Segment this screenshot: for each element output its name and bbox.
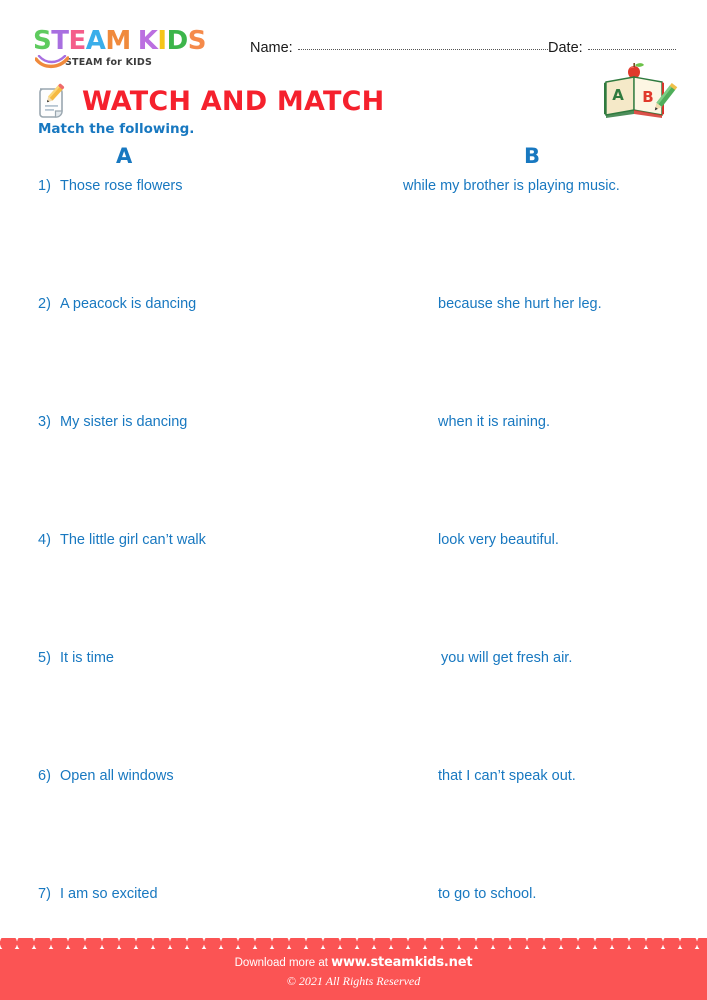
match-row xyxy=(0,176,707,294)
match-item-right[interactable] xyxy=(438,412,550,432)
svg-text:A: A xyxy=(612,86,624,104)
match-item-left[interactable] xyxy=(38,412,187,432)
match-item-left[interactable] xyxy=(38,648,114,668)
match-item-left-text: I am so excited xyxy=(60,886,158,902)
notepad-pencil-icon xyxy=(30,80,72,122)
logo-swoosh-icon xyxy=(35,55,69,71)
match-item-number: 6) xyxy=(38,768,51,784)
date-input-line[interactable] xyxy=(588,49,676,50)
page-footer xyxy=(0,938,707,1000)
name-label: Name: xyxy=(250,40,293,56)
logo-letter-a-3: A xyxy=(85,26,106,56)
match-item-right-text: while my brother is playing music. xyxy=(403,178,620,194)
logo-letter-e-2: E xyxy=(68,26,86,56)
logo-letter-i-6: I xyxy=(157,26,167,56)
footer-copyright: © 2021 All Rights Reserved xyxy=(286,974,421,988)
match-item-left-text: Those rose flowers xyxy=(60,178,183,194)
match-item-left[interactable] xyxy=(38,530,206,550)
match-item-right-text: you will get fresh air. xyxy=(441,650,573,666)
match-item-right[interactable] xyxy=(438,530,559,550)
logo-letter-d-7: D xyxy=(166,26,188,56)
footer-body xyxy=(0,949,707,1000)
match-item-number: 4) xyxy=(38,532,51,548)
match-row xyxy=(0,530,707,648)
match-item-right-text: because she hurt her leg. xyxy=(438,296,602,312)
match-row xyxy=(0,294,707,412)
match-item-number: 2) xyxy=(38,296,51,312)
date-field[interactable] xyxy=(548,40,676,56)
logo-tagline: STEAM for KIDS xyxy=(65,57,153,68)
logo-letter-s-8: S xyxy=(187,26,206,56)
match-item-right[interactable] xyxy=(441,648,572,668)
match-item-left[interactable] xyxy=(38,176,183,196)
steam-kids-logo xyxy=(33,28,233,68)
match-item-left-text: It is time xyxy=(60,650,114,666)
column-headers xyxy=(0,144,707,170)
footer-download-text: Download more at xyxy=(234,957,328,969)
svg-text:B: B xyxy=(642,88,654,106)
logo-letter-t-1: T xyxy=(51,26,69,56)
title-row xyxy=(30,80,384,122)
match-item-number: 3) xyxy=(38,414,51,430)
match-rows xyxy=(0,176,707,924)
match-row xyxy=(0,884,707,924)
match-row xyxy=(0,648,707,766)
column-header-a: A xyxy=(116,144,133,168)
match-item-left-text: A peacock is dancing xyxy=(60,296,197,312)
logo-letter-gap xyxy=(131,28,138,54)
page-title: WATCH AND MATCH xyxy=(82,85,385,117)
match-item-number: 1) xyxy=(38,178,51,194)
match-item-right-text: when it is raining. xyxy=(438,414,551,430)
column-header-b: B xyxy=(524,144,541,168)
match-item-right-text: that I can’t speak out. xyxy=(438,768,576,784)
match-item-right[interactable] xyxy=(403,176,620,196)
instruction-text: Match the following. xyxy=(38,121,195,137)
match-item-left[interactable] xyxy=(38,884,158,904)
ab-book-apple-pencil-icon xyxy=(600,62,678,118)
match-item-right[interactable] xyxy=(438,766,576,786)
date-label: Date: xyxy=(548,40,583,56)
logo-letter-s-0: S xyxy=(33,26,52,56)
match-row xyxy=(0,766,707,884)
match-item-left[interactable] xyxy=(38,766,174,786)
match-item-right-text: to go to school. xyxy=(438,886,537,902)
name-input-line[interactable] xyxy=(298,49,548,50)
match-item-right[interactable] xyxy=(438,294,602,314)
name-field[interactable] xyxy=(250,40,548,56)
logo-letter-m-4: M xyxy=(105,26,131,56)
match-item-left-text: Open all windows xyxy=(60,768,174,784)
footer-download-line xyxy=(0,955,707,970)
match-item-left[interactable] xyxy=(38,294,196,314)
match-item-left-text: The little girl can’t walk xyxy=(60,532,206,548)
match-item-right-text: look very beautiful. xyxy=(438,532,559,548)
logo-letter-k-5: K xyxy=(137,26,158,56)
footer-url[interactable]: www.steamkids.net xyxy=(331,955,473,970)
match-item-number: 5) xyxy=(38,650,51,666)
match-item-right[interactable] xyxy=(438,884,536,904)
match-item-left-text: My sister is dancing xyxy=(60,414,188,430)
match-row xyxy=(0,412,707,530)
logo-wordmark xyxy=(33,28,233,54)
match-item-number: 7) xyxy=(38,886,51,902)
